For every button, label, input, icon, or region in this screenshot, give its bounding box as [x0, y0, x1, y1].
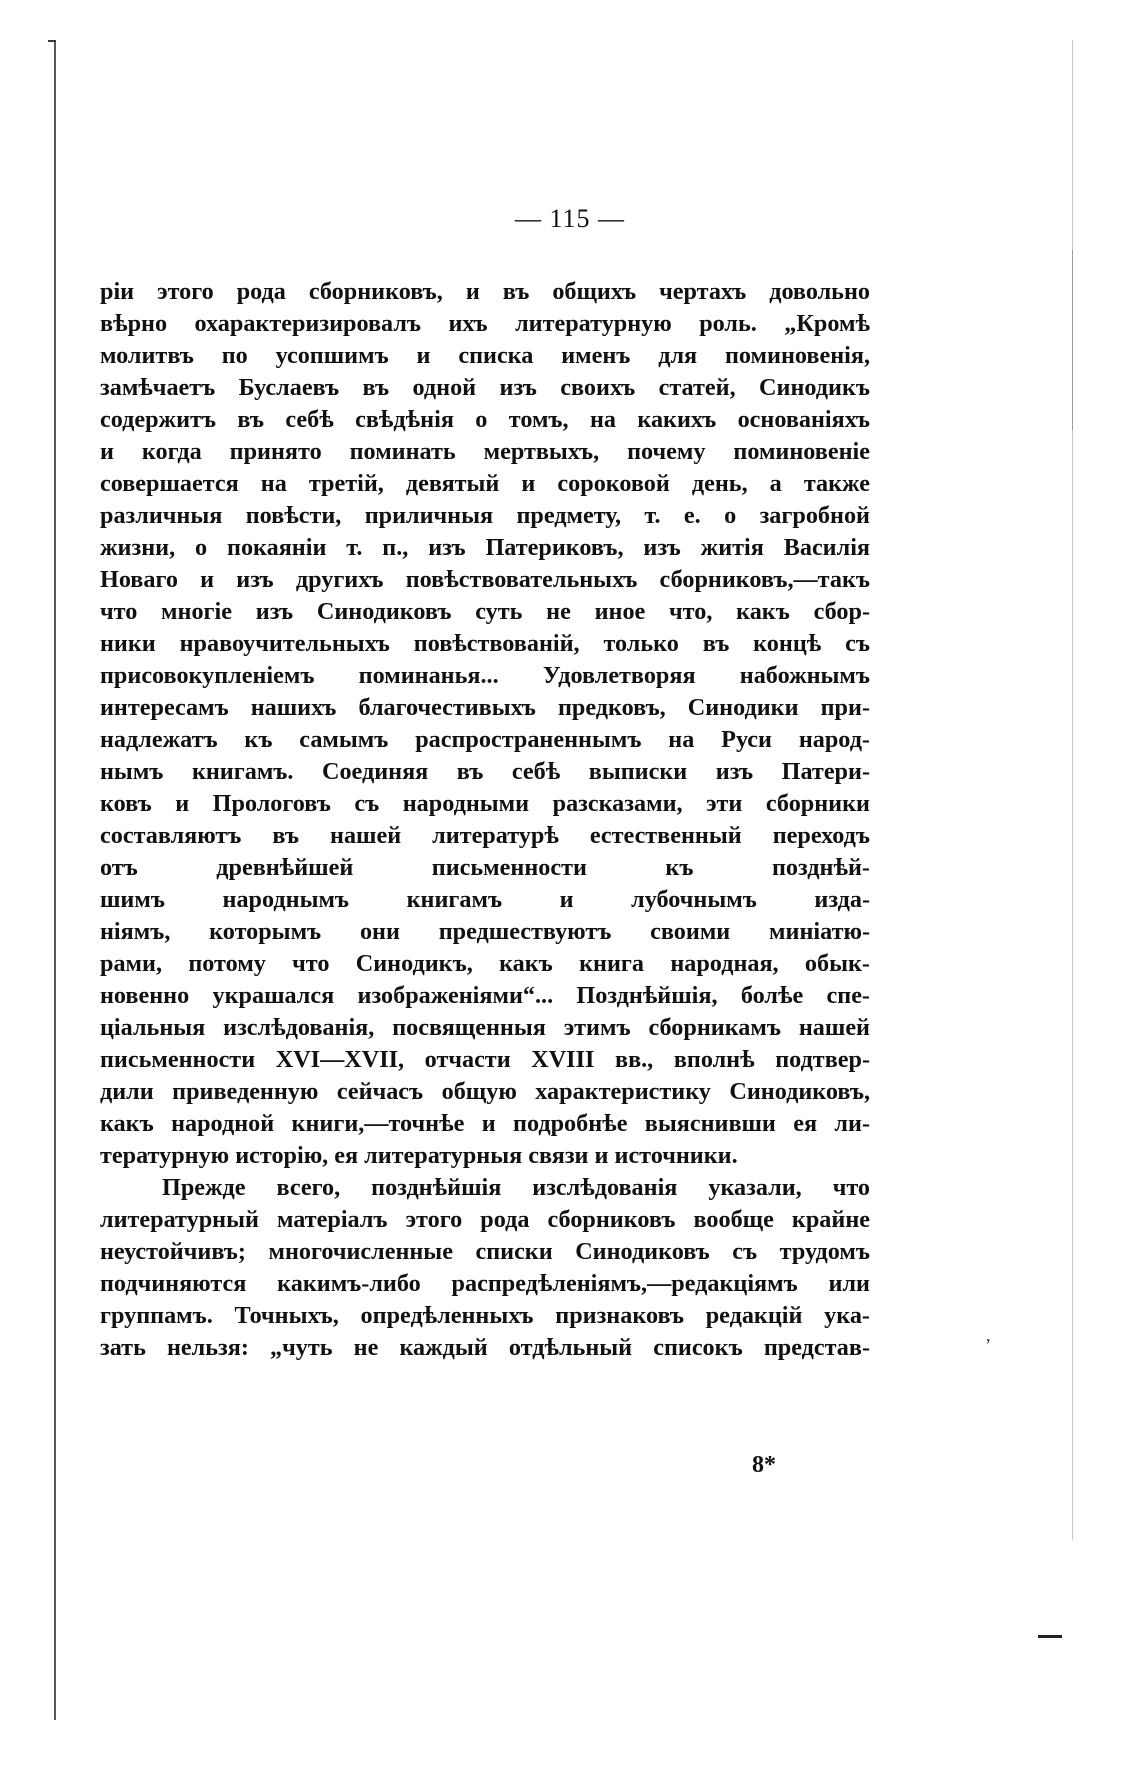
text-line: зать нельзя: „чуть не каждый отдѣльный списокъ представ-: [100, 1334, 870, 1361]
text-line: надлежатъ къ самымъ распространеннымъ на Руси народ-: [100, 726, 870, 753]
text-line: Новаго и изъ другихъ повѣствовательныхъ сборниковъ,—такъ: [100, 566, 870, 593]
text-line: и когда принято поминать мертвыхъ, почему поминовеніе: [100, 438, 870, 465]
text-line: отъ древнѣйшей письменности къ позднѣй-: [100, 854, 870, 881]
text-line: ріи этого рода сборниковъ, и въ общихъ чертахъ довольно: [100, 278, 870, 305]
text-line: ціальныя изслѣдованія, посвященныя этимъ сборникамъ нашей: [100, 1014, 870, 1041]
text-line: жизни, о покаяніи т. п., изъ Патериковъ, изъ житія Василія: [100, 534, 870, 561]
text-line: совершается на третій, девятый и сороковой день, а также: [100, 470, 870, 497]
text-line: рами, потому что Синодикъ, какъ книга народная, обык-: [100, 950, 870, 977]
text-line: литературный матеріалъ этого рода сборниковъ вообще крайне: [100, 1206, 870, 1233]
text-line: ники нравоучительныхъ повѣствованій, только въ концѣ съ: [100, 630, 870, 657]
text-line: интересамъ нашихъ благочестивыхъ предковъ, Синодики при-: [100, 694, 870, 721]
page-number: — 115 —: [514, 204, 626, 233]
text-line: составляютъ въ нашей литературѣ естественный переходъ: [100, 822, 870, 849]
page-corner-mark: [48, 40, 56, 42]
text-line: письменности XVI—XVII, отчасти XVIII вв., вполнѣ подтвер-: [100, 1046, 870, 1073]
fold-shadow-segment: [1072, 250, 1073, 430]
paragraph-last-line: тературную исторію, ея литературныя связи и источники.: [100, 1142, 738, 1169]
page-edge-line: [54, 40, 56, 1720]
margin-dash-mark: [1038, 1635, 1062, 1638]
text-line: новенно украшался изображеніями“... Позднѣйшія, болѣе спе-: [100, 982, 870, 1009]
paragraph-first-line: Прежде всего, позднѣйшія изслѣдованія указали, что: [162, 1174, 870, 1201]
text-line: содержитъ въ себѣ свѣдѣнія о томъ, на какихъ основаніяхъ: [100, 406, 870, 433]
text-line: различныя повѣсти, приличныя предмету, т. е. о загробной: [100, 502, 870, 529]
text-line: дили приведенную сейчасъ общую характеристику Синодиковъ,: [100, 1078, 870, 1105]
text-line: какъ народной книги,—точнѣе и подробнѣе выяснивши ея ли-: [100, 1110, 870, 1137]
text-line: подчиняются какимъ-либо распредѣленіямъ,—редакціямъ или: [100, 1270, 870, 1297]
text-line: вѣрно охарактеризировалъ ихъ литературную роль. „Кромѣ: [100, 310, 870, 337]
text-line: неустойчивъ; многочисленные списки Синодиковъ съ трудомъ: [100, 1238, 870, 1265]
text-line: ковъ и Прологовъ съ народными разсказами, эти сборники: [100, 790, 870, 817]
printer-signature: 8*: [752, 1452, 776, 1478]
text-line: присовокупленіемъ поминанья... Удовлетворяя набожнымъ: [100, 662, 870, 689]
text-line: шимъ народнымъ книгамъ и лубочнымъ изда-: [100, 886, 870, 913]
margin-speck: ,: [986, 1325, 991, 1345]
text-line: ніямъ, которымъ они предшествуютъ своими миніатю-: [100, 918, 870, 945]
body-text: [100, 276, 870, 1364]
text-line: группамъ. Точныхъ, опредѣленныхъ признаковъ редакцій ука-: [100, 1302, 870, 1329]
text-line: замѣчаетъ Буслаевъ въ одной изъ своихъ статей, Синодикъ: [100, 374, 870, 401]
text-line: нымъ книгамъ. Соединяя въ себѣ выписки изъ Патери-: [100, 758, 870, 785]
text-line: молитвъ по усопшимъ и списка именъ для поминовенія,: [100, 342, 870, 369]
text-line: что многіе изъ Синодиковъ суть не иное что, какъ сбор-: [100, 598, 870, 625]
